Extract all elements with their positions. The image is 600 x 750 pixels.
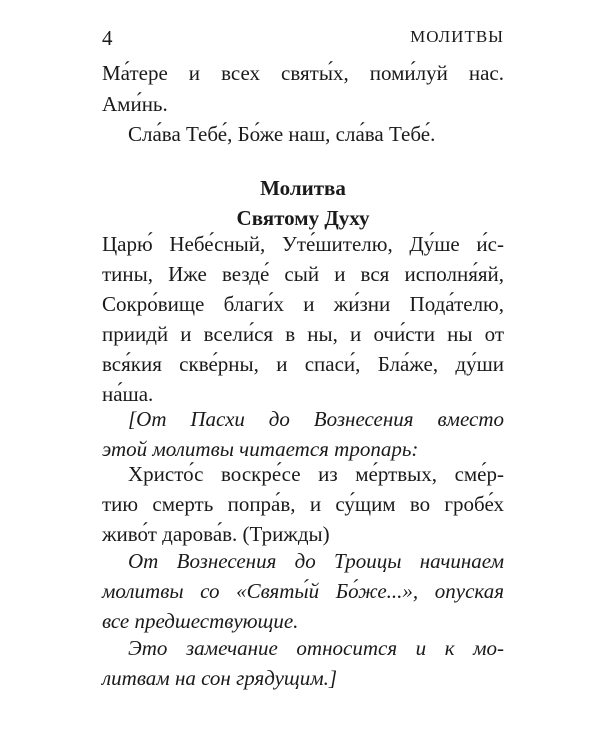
troparion-line-3: живо́т дарова́в. (Трижды) — [102, 522, 330, 546]
running-title: МОЛИТВЫ — [410, 27, 504, 46]
prayer-line-2: тины, Иже везде́ сый и вся исполня́яй, — [102, 262, 504, 286]
page-number: 4 — [102, 26, 113, 50]
page-header — [102, 22, 504, 52]
instruction-line-1: От Вознесения до Троицы начинаем — [128, 549, 504, 573]
instruction-line-3: все предшествующие. — [102, 609, 299, 633]
prayer-line-5: вся́кия скве́рны, и спаси́, Бла́же, ду́ши — [102, 352, 504, 376]
prayer-line-4: приидй и всели́ся в ны, и очи́сти ны от — [102, 322, 504, 346]
prayer-line-1: Царю́ Небе́сный, Уте́шителю, Ду́ше и́с- — [102, 232, 504, 256]
intro-line-1: Ма́тере и всех святы́х, поми́луй нас. — [102, 61, 504, 85]
section-title-line-1: Молитва — [260, 176, 346, 200]
book-page — [102, 0, 504, 750]
instruction-line-2: молитвы со «Святы́й Бо́же...», опуская — [102, 579, 504, 603]
note-line-2: этой молитвы читается тропарь: — [102, 437, 419, 461]
prayer-line-3: Сокро́вище благи́х и жи́зни Пода́телю, — [102, 292, 504, 316]
section-title-line-2: Святому Духу — [236, 206, 370, 230]
intro-line-3: Сла́ва Тебе́, Бо́же наш, сла́ва Тебе́. — [128, 122, 436, 146]
final-note-line-1: Это замечание относится и к мо- — [128, 636, 504, 660]
intro-line-2: Ами́нь. — [102, 92, 168, 116]
troparion-line-1: Христо́с воскре́се из ме́ртвых, сме́р- — [128, 462, 504, 486]
note-line-1: [От Пасхи до Вознесения вместо — [128, 407, 504, 431]
prayer-line-6: на́ша. — [102, 382, 154, 406]
final-note-line-2: литвам на сон грядущим.] — [102, 666, 338, 690]
troparion-line-2: тию смерть попра́в, и су́щим во гробе́х — [102, 492, 504, 516]
